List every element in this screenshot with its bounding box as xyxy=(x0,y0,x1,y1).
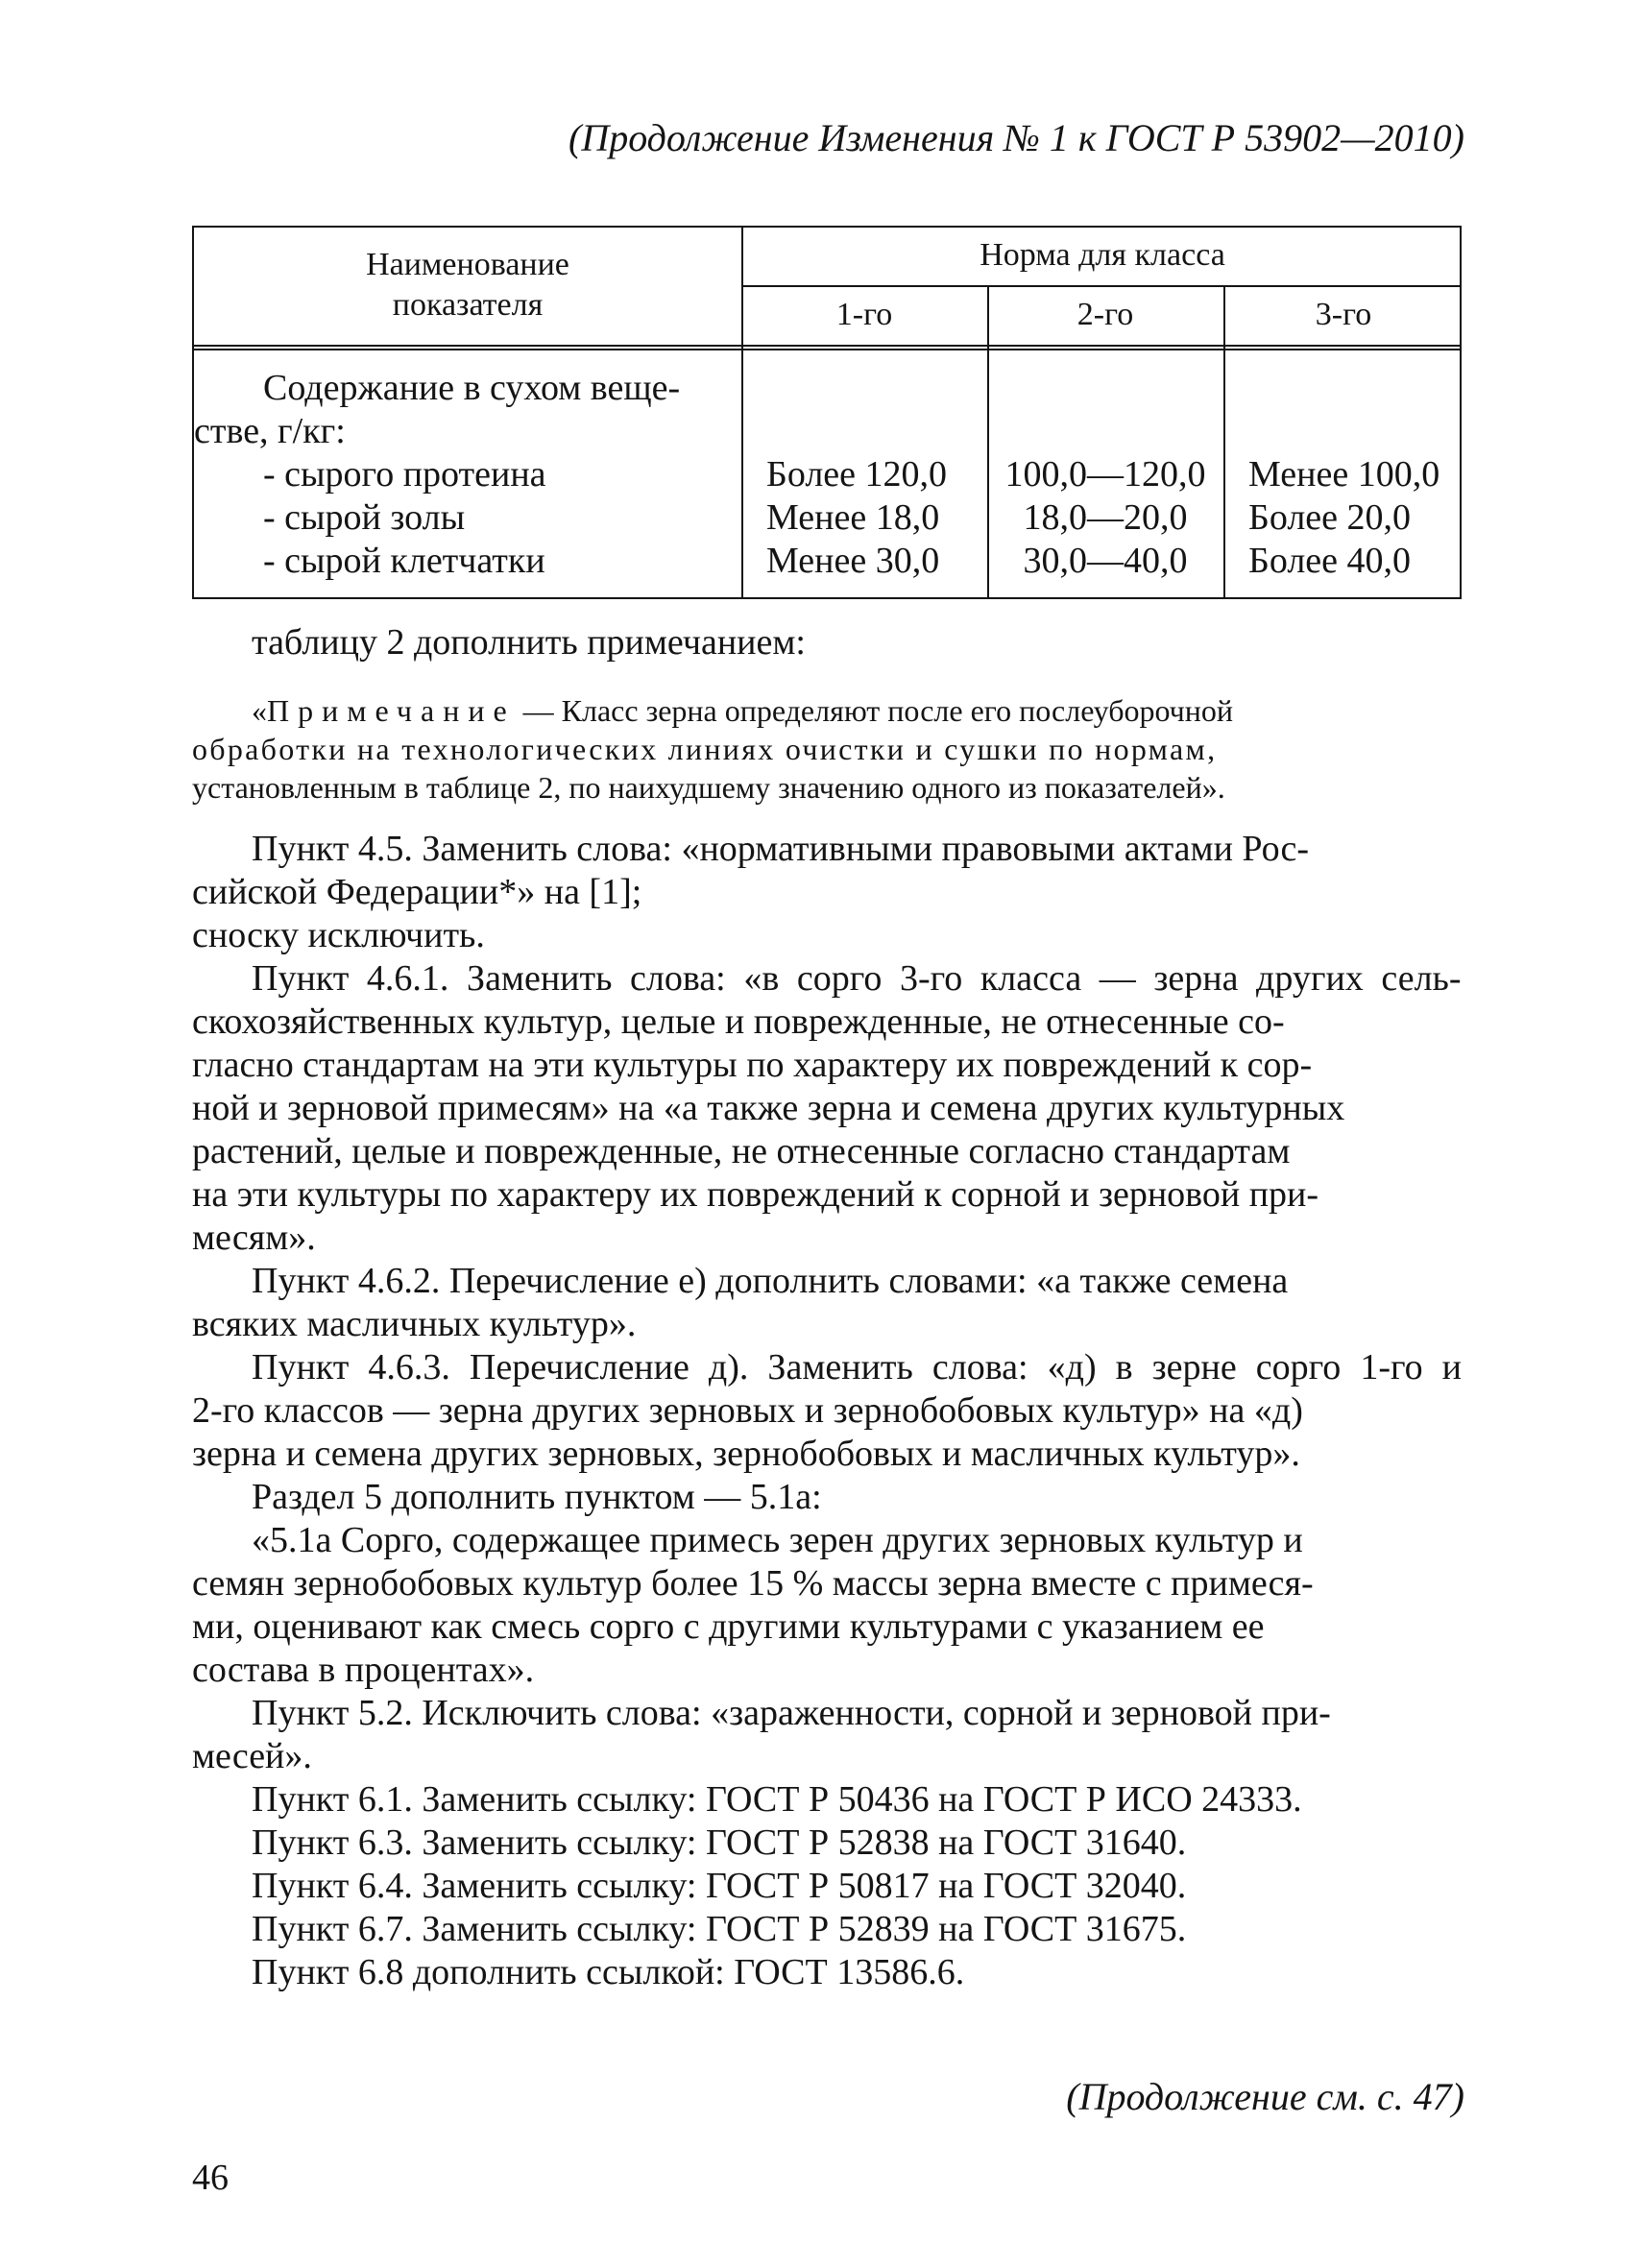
table-divider xyxy=(741,285,1460,287)
table-lead: стве, г/кг: xyxy=(194,411,346,451)
body-line: Пункт 4.5. Заменить слова: «нормативными правовыми актами Рос- xyxy=(252,829,1310,869)
continuation-footer: (Продолжение см. с. 47) xyxy=(1066,2075,1464,2118)
body-line: Пункт 6.4. Заменить ссылку: ГОСТ Р 50817 на ГОСТ 32040. xyxy=(252,1866,1187,1906)
body-line: Пункт 4.6.2. Перечисление е) дополнить словами: «а также семена xyxy=(252,1261,1289,1301)
body-line: Пункт 6.3. Заменить ссылку: ГОСТ Р 52838 на ГОСТ 31640. xyxy=(252,1822,1187,1863)
note-label: Примечание xyxy=(267,693,516,728)
row-c1: Менее 30,0 xyxy=(766,541,940,581)
table-lead: Содержание в сухом веще- xyxy=(263,368,681,408)
class-3-header: 3-го xyxy=(1315,297,1372,332)
norm-header: Норма для класса xyxy=(980,237,1225,273)
row-name: - сырого протеина xyxy=(263,454,546,495)
body-line: 2-го классов — зерна других зерновых и зернобобовых культур» на «д) xyxy=(192,1390,1303,1431)
body-line: ми, оценивают как смесь сорго с другими культурами с указанием ее xyxy=(192,1606,1265,1647)
note-line: обработки на технологических линиях очистки и сушки по нормам, xyxy=(192,732,1218,766)
body-line: ной и зерновой примесям» на «а также зерна и семена других культурных xyxy=(192,1088,1345,1128)
body-line: «5.1а Сорго, содержащее примесь зерен других зерновых культур и xyxy=(252,1520,1303,1560)
body-line: растений, целые и поврежденные, не отнесенные согласно стандартам xyxy=(192,1131,1291,1171)
class-1-header: 1-го xyxy=(835,297,893,332)
table-2-instruction: таблицу 2 дополнить примечанием: xyxy=(252,622,806,663)
row-c3: Менее 100,0 xyxy=(1248,454,1440,495)
body-line: всяких масличных культур». xyxy=(192,1304,637,1344)
row-c1: Более 120,0 xyxy=(766,454,948,495)
row-c3: Более 20,0 xyxy=(1248,497,1412,538)
note-text: — Класс зерна определяют после его послеуборочной xyxy=(515,693,1233,728)
body-line: скохозяйственных культур, целые и поврежденные, не отнесенные со- xyxy=(192,1001,1285,1042)
indicator-header-line: Наименование xyxy=(366,247,569,282)
body-line: Пункт 6.8 дополнить ссылкой: ГОСТ 13586.6. xyxy=(252,1952,965,1992)
row-c2: 100,0—120,0 xyxy=(1004,454,1206,495)
body-line: зерна и семена других зерновых, зернобобовых и масличных культур». xyxy=(192,1434,1300,1474)
body-line: на эти культуры по характеру их повреждений к сорной и зерновой при- xyxy=(192,1174,1319,1215)
body-line: Раздел 5 дополнить пунктом — 5.1а: xyxy=(252,1477,822,1517)
body-line: сийской Федерации*» на [1]; xyxy=(192,872,642,912)
row-name: - сырой клетчатки xyxy=(263,541,545,581)
table-divider xyxy=(741,228,743,597)
row-c3: Более 40,0 xyxy=(1248,541,1412,581)
body-line: месям». xyxy=(192,1218,316,1258)
body-line: Пункт 6.1. Заменить ссылку: ГОСТ Р 50436 на ГОСТ Р ИСО 24333. xyxy=(252,1779,1302,1820)
indicator-header xyxy=(194,245,741,326)
indicator-header-line: показателя xyxy=(392,287,544,323)
class-2-header: 2-го xyxy=(1077,297,1134,332)
page-number: 46 xyxy=(192,2158,229,2198)
note-quote: « xyxy=(252,693,267,728)
row-c2: 18,0—20,0 xyxy=(1023,497,1188,538)
body-line: состава в процентах». xyxy=(192,1650,535,1690)
body-line: Пункт 5.2. Исключить слова: «зараженности, сорной и зерновой при- xyxy=(252,1693,1331,1733)
norms-table xyxy=(192,226,1462,599)
note-line: установленным в таблице 2, по наихудшему значению одного из показателей». xyxy=(192,770,1225,805)
header-double-rule xyxy=(194,345,1460,350)
body-line: месей». xyxy=(192,1736,312,1776)
body-line: Пункт 4.6.3. Перечисление д). Заменить слова: «д) в зерне сорго 1-го и xyxy=(252,1347,1463,1387)
row-c1: Менее 18,0 xyxy=(766,497,940,538)
body-line: Пункт 4.6.1. Заменить слова: «в сорго 3-го класса — зерна других сель- xyxy=(252,958,1462,999)
body-line: семян зернобобовых культур более 15 % массы зерна вместе с примеся- xyxy=(192,1563,1314,1604)
row-c2: 30,0—40,0 xyxy=(1023,541,1188,581)
body-line: сноску исключить. xyxy=(192,915,485,955)
continuation-header: (Продолжение Изменения № 1 к ГОСТ Р 53902—2010) xyxy=(568,116,1464,159)
row-name: - сырой золы xyxy=(263,497,466,538)
note-line xyxy=(252,691,1233,730)
body-line: Пункт 6.7. Заменить ссылку: ГОСТ Р 52839 на ГОСТ 31675. xyxy=(252,1909,1187,1949)
body-line: гласно стандартам на эти культуры по характеру их повреждений к сор- xyxy=(192,1045,1313,1085)
